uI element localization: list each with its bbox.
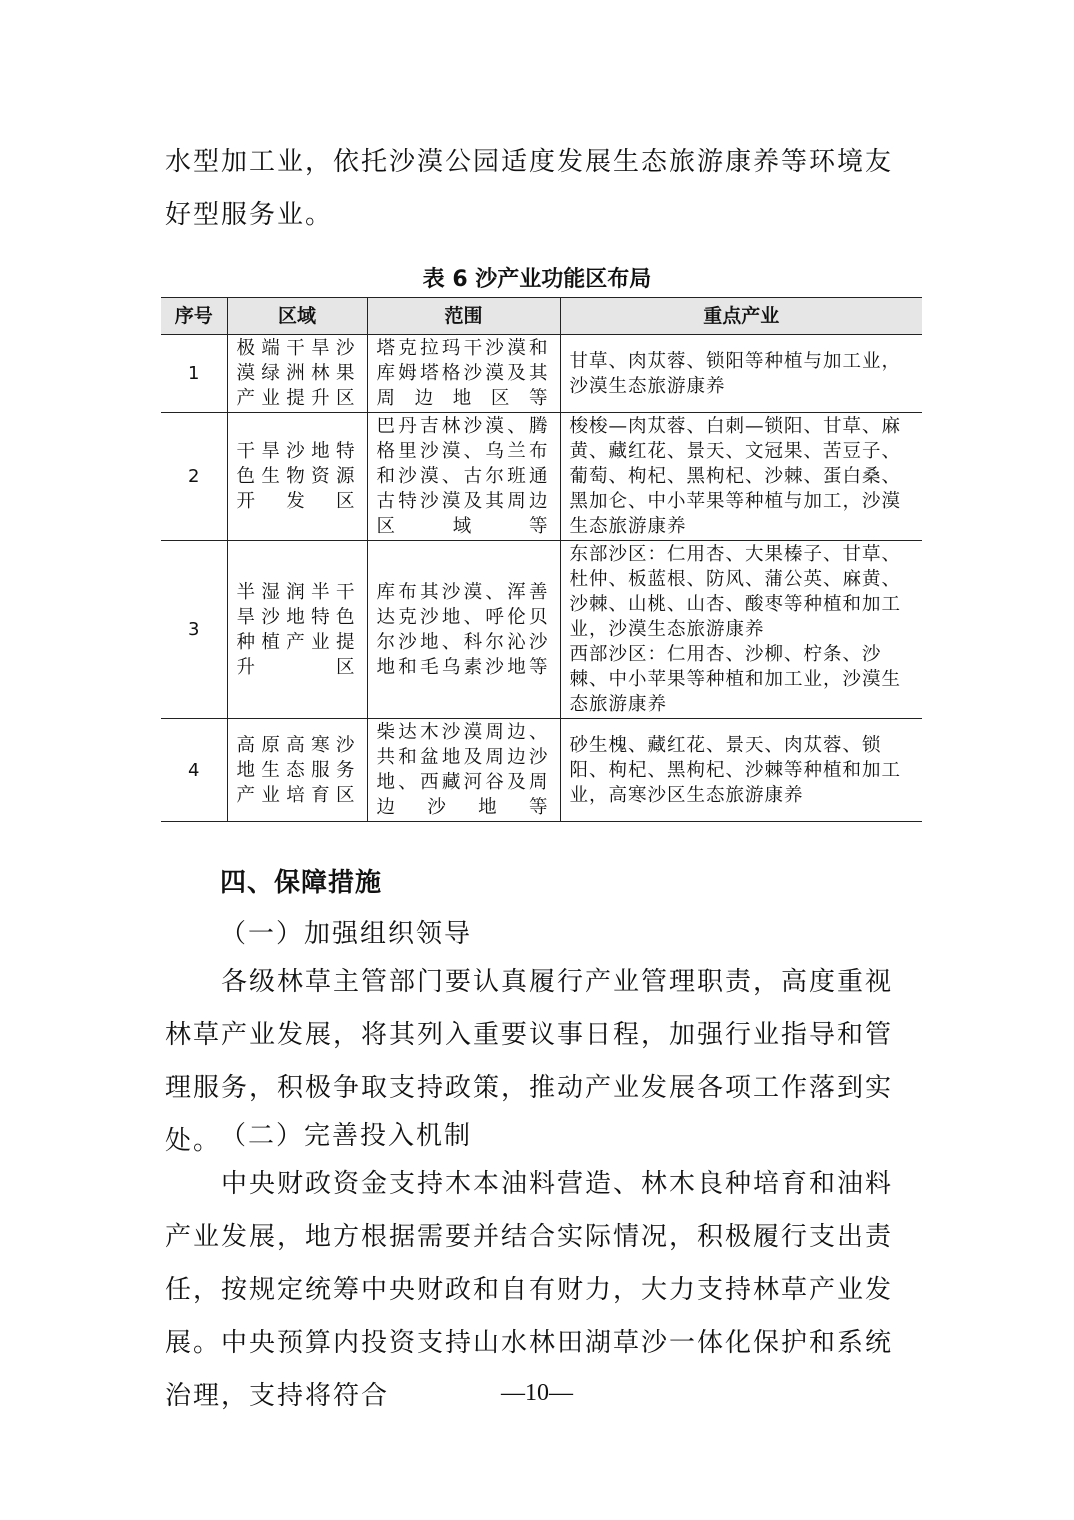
row-industry: 砂生槐、藏红花、景天、肉苁蓉、锁阳、枸杞、黑枸杞、沙棘等种植和加工业，高寒沙区生态旅游康养: [560, 719, 922, 822]
table-row: [161, 335, 922, 413]
header-industry: 重点产业: [560, 298, 922, 335]
header-scope: 范围: [367, 298, 560, 335]
row-region: 极端干旱沙漠绿洲林果产业提升区: [227, 335, 367, 413]
row-industry: [560, 541, 922, 719]
industry-west-zone: 西部沙区：仁用杏、沙柳、柠条、沙棘、中小苹果等种植和加工业，沙漠生态旅游康养: [569, 644, 902, 715]
subsection-heading-2: （二）完善投入机制: [220, 1121, 473, 1151]
row-industry: 梭梭—肉苁蓉、白刺—锁阳、甘草、麻黄、藏红花、景天、文冠果、苦豆子、葡萄、枸杞、黑枸杞、沙棘、蛋白桑、黑加仑、中小苹果等种植与加工，沙漠生态旅游康养: [560, 413, 922, 541]
table-caption: 表 6 沙产业功能区布局: [422, 267, 652, 292]
subsection-paragraph-1: 各级林草主管部门要认真履行产业管理职责，高度重视林草产业发展，将其列入重要议事日程，加强行业指导和管理服务，积极争取支持政策，推动产业发展各项工作落到实处。: [165, 967, 894, 1156]
subsection-paragraph-2: 中央财政资金支持木本油料营造、林木良种培育和油料产业发展，地方根据需要并结合实际情况，积极履行支出责任，按规定统筹中央财政和自有财力，大力支持林草产业发展。中央预算内投资支持山水林田湖草沙一体化保护和系统治理，支持将符合: [165, 1169, 894, 1411]
industry-east-zone: 东部沙区：仁用杏、大果榛子、甘草、杜仲、板蓝根、防风、蒲公英、麻黄、沙棘、山桃、山杏、酸枣等种植和加工业，沙漠生态旅游康养: [569, 544, 902, 640]
header-no: 序号: [161, 298, 227, 335]
row-scope: 塔克拉玛干沙漠和库姆塔格沙漠及其周边地区等: [367, 335, 560, 413]
row-scope: 库布其沙漠、浑善达克沙地、呼伦贝尔沙地、科尔沁沙地和毛乌素沙地等: [367, 541, 560, 719]
row-no: 3: [161, 541, 227, 719]
table-row: [161, 413, 922, 541]
row-no: 4: [161, 719, 227, 822]
table-row: [161, 719, 922, 822]
row-scope: 柴达木沙漠周边、共和盆地及周边沙地、西藏河谷及周边沙地等: [367, 719, 560, 822]
row-region: 半湿润半干旱沙地特色种植产业提升区: [227, 541, 367, 719]
sand-industry-table: [161, 297, 922, 822]
table-header-row: [161, 298, 922, 335]
table-row: [161, 541, 922, 719]
row-region: 高原高寒沙地生态服务产业培育区: [227, 719, 367, 822]
section-heading: 四、保障措施: [220, 868, 383, 898]
row-region: 干旱沙地特色生物资源开发区: [227, 413, 367, 541]
row-industry: 甘草、肉苁蓉、锁阳等种植与加工业，沙漠生态旅游康养: [560, 335, 922, 413]
subsection-heading-1: （一）加强组织领导: [220, 919, 473, 949]
header-region: 区域: [227, 298, 367, 335]
row-no: 1: [161, 335, 227, 413]
intro-paragraph: 水型加工业，依托沙漠公园适度发展生态旅游康养等环境友好型服务业。: [165, 147, 894, 230]
row-no: 2: [161, 413, 227, 541]
row-scope: 巴丹吉林沙漠、腾格里沙漠、乌兰布和沙漠、古尔班通古特沙漠及其周边区域等: [367, 413, 560, 541]
page-number: —10—: [501, 1380, 573, 1406]
